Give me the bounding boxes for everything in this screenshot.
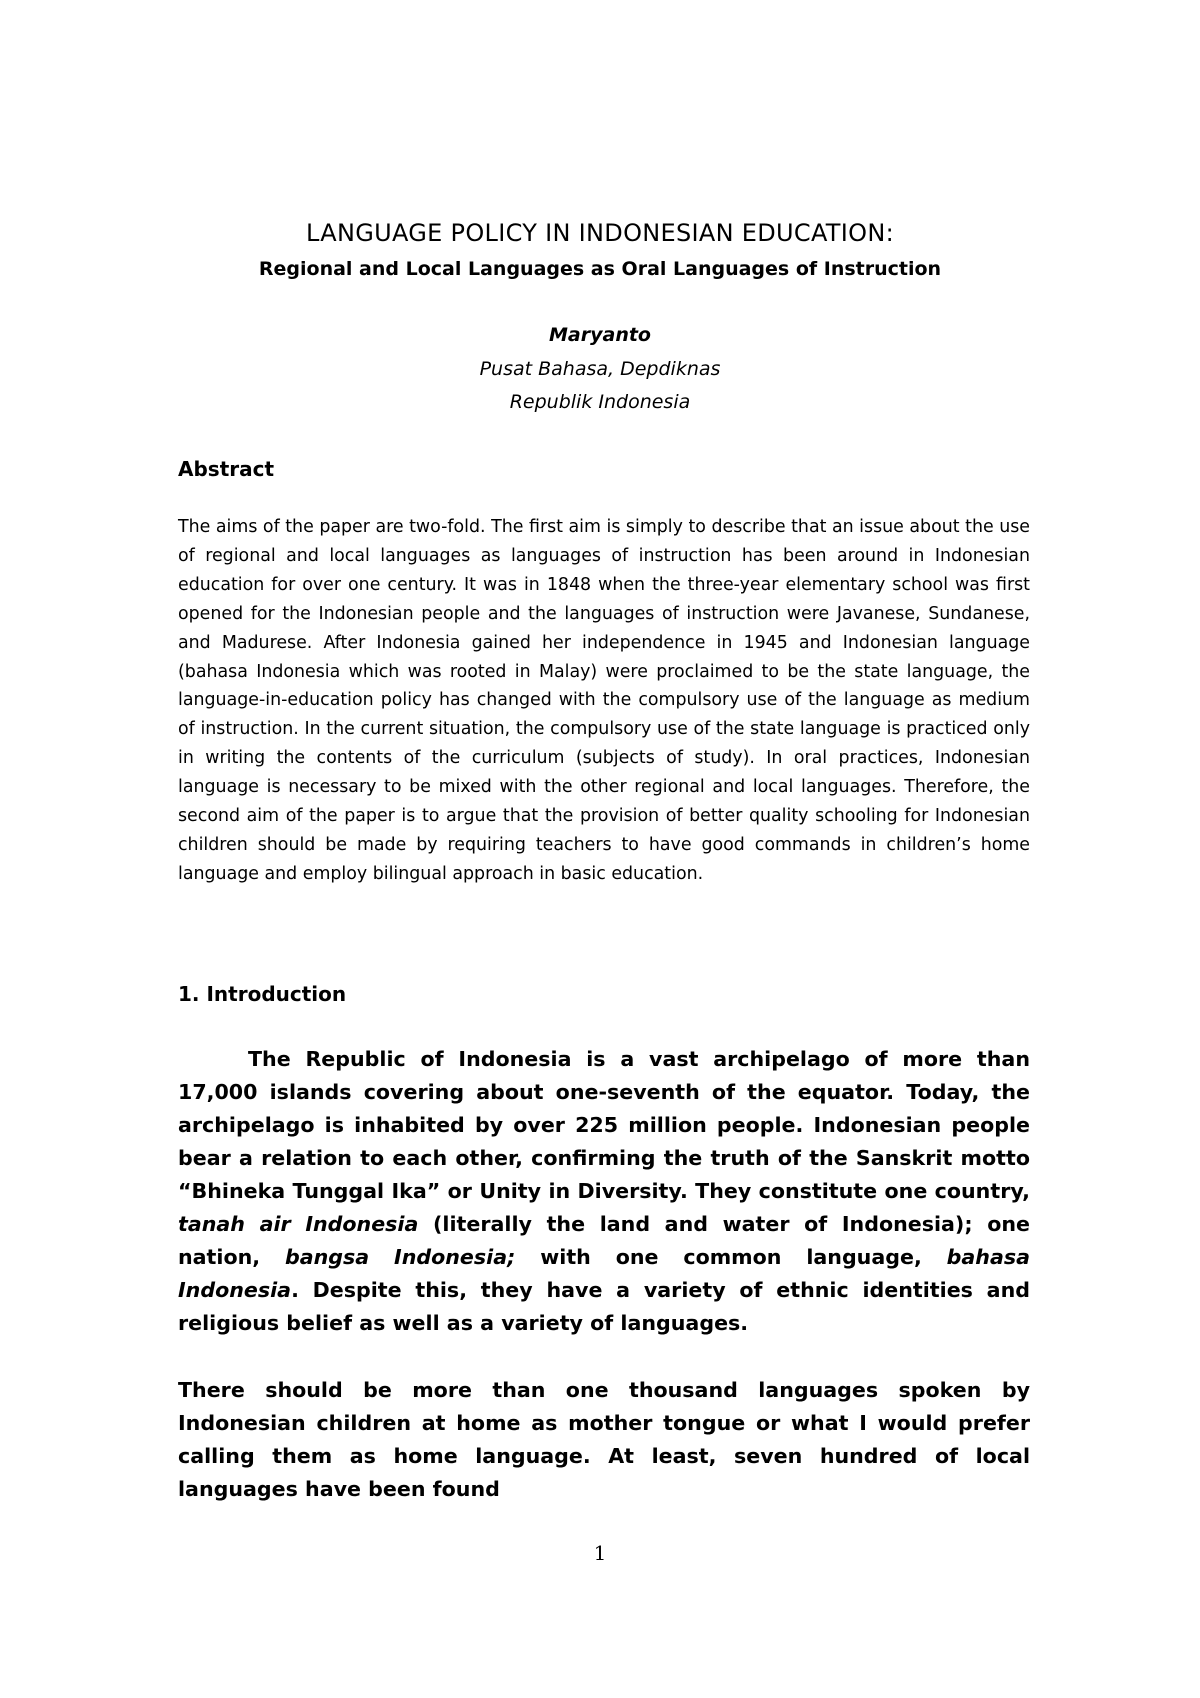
paper-title: LANGUAGE POLICY IN INDONESIAN EDUCATION: bbox=[306, 219, 894, 247]
intro-p1-text-1: The Republic of Indonesia is a vast archipelago of more than 17,000 islands covering about one-seventh of the equator. Today, the archipelago is inhabited by over 225 million people. Indonesian people bear a relation to each other, confirming the truth of the Sanskrit motto “Bhineka Tunggal Ika” or Unity in Diversity. They constitute one country, bbox=[178, 1047, 1030, 1203]
introduction-heading: 1. Introduction bbox=[178, 982, 347, 1006]
abstract-heading: Abstract bbox=[178, 457, 275, 481]
author-name: Maryanto bbox=[549, 324, 651, 346]
intro-p1-italic-1: tanah air Indonesia bbox=[178, 1212, 419, 1236]
intro-p1-italic-3: bahasa Indonesia bbox=[178, 1245, 1031, 1302]
intro-p1-text-2: (literally the land and water of Indonesia); one nation, bbox=[178, 1212, 1030, 1269]
abstract-body: The aims of the paper are two-fold. The first aim is simply to describe that an issue about the use of regional and local languages as languages of instruction has been around in Indonesian education for over one century. It was in 1848 when the three-year elementary school was first opened for the Indonesian people and the languages of instruction were Javanese, Sundanese, and Madurese. After Indonesia gained her independence in 1945 and Indonesian language (bahasa Indonesia which was rooted in Malay) were proclaimed to be the state language, the language-in-education policy has changed with the compulsory use of the language as medium of instruction. In the current situation, the compulsory use of the state language is practiced only in writing the contents of the curriculum (subjects of study). In oral practices, Indonesian language is necessary to be mixed with the other regional and local languages. Therefore, the second aim of the paper is to argue that the provision of better quality schooling for Indonesian children should be made by requiring teachers to have good commands in children’s home language and employ bilingual approach in basic education. bbox=[178, 517, 1030, 884]
introduction-paragraph-1 bbox=[178, 1043, 1030, 1340]
intro-p1-italic-2: bangsa Indonesia; bbox=[284, 1245, 516, 1269]
intro-p1-text-3: with one common language, bbox=[515, 1245, 947, 1269]
author-affiliation: Pusat Bahasa, Depdiknas bbox=[479, 358, 721, 380]
intro-p1-text-4: . Despite this, they have a variety of ethnic identities and religious belief as well as a variety of languages. bbox=[178, 1278, 1030, 1335]
paper-subtitle: Regional and Local Languages as Oral Languages of Instruction bbox=[258, 258, 942, 280]
introduction-paragraph-2: There should be more than one thousand languages spoken by Indonesian children at home as mother tongue or what I would prefer calling them as home language. At least, seven hundred of local languages have been found bbox=[178, 1378, 1030, 1501]
author-country: Republik Indonesia bbox=[509, 391, 691, 413]
page-number: 1 bbox=[593, 1541, 607, 1565]
